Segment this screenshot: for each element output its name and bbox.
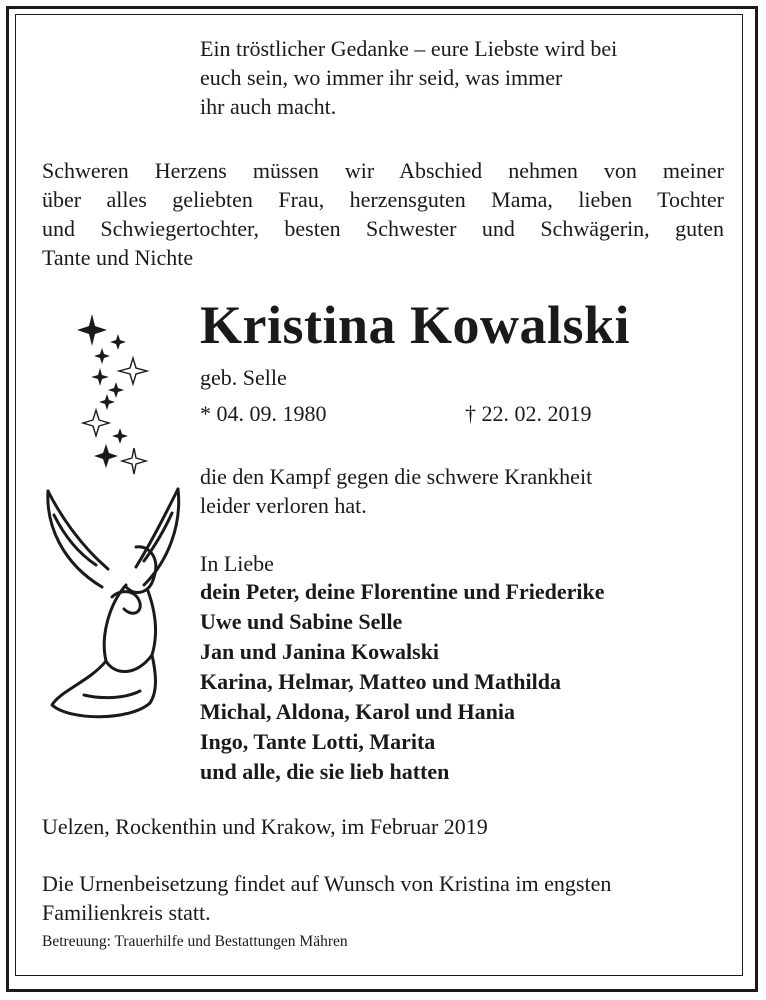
stars-icon <box>70 310 160 480</box>
mourner-line: Michal, Aldona, Karol und Hania <box>200 699 516 724</box>
fate-line: leider verloren hat. <box>200 493 367 518</box>
announcement-intro <box>42 156 724 272</box>
mourner-line: dein Peter, deine Florentine und Friederike <box>200 579 605 604</box>
mourner-line: Ingo, Tante Lotti, Marita <box>200 729 436 754</box>
deceased-name: Kristina Kowalski <box>200 295 631 355</box>
mourners-list <box>200 577 605 787</box>
intro-line: Schweren Herzens müssen wir Abschied nehmen von meiner <box>42 158 724 183</box>
mourner-line: und alle, die sie lieb hatten <box>200 759 450 784</box>
funeral-service-credit: Betreuung: Trauerhilfe und Bestattungen Mähren <box>42 933 348 950</box>
in-love-heading: In Liebe <box>200 551 274 576</box>
maiden-name: geb. Selle <box>200 365 287 390</box>
birth-date: * 04. 09. 1980 <box>200 401 327 426</box>
mourner-line: Jan und Janina Kowalski <box>200 639 440 664</box>
intro-line: und Schwiegertochter, besten Schwester und Schwägerin, guten <box>42 216 724 241</box>
burial-line: Familienkreis statt. <box>42 900 211 925</box>
quote-line: euch sein, wo immer ihr seid, was immer <box>200 65 563 90</box>
quote-line: ihr auch macht. <box>200 94 337 119</box>
intro-line: Tante und Nichte <box>42 245 194 270</box>
mourner-line: Uwe und Sabine Selle <box>200 609 403 634</box>
burial-line: Die Urnenbeisetzung findet auf Wunsch von Kristina im engsten <box>42 871 612 896</box>
intro-line: über alles geliebten Frau, herzensguten Mama, lieben Tochter <box>42 187 724 212</box>
fate-text <box>200 462 592 520</box>
place-and-date: Uelzen, Rockenthin und Krakow, im Februar 2019 <box>42 814 488 839</box>
fate-line: die den Kampf gegen die schwere Krankheit <box>200 464 593 489</box>
quote-line: Ein tröstlicher Gedanke – eure Liebste wird bei <box>200 36 618 61</box>
burial-notice <box>42 869 611 927</box>
mourner-line: Karina, Helmar, Matteo und Mathilda <box>200 669 561 694</box>
death-date: † 22. 02. 2019 <box>465 401 592 426</box>
consolation-quote <box>200 34 617 121</box>
angel-icon <box>40 485 190 725</box>
